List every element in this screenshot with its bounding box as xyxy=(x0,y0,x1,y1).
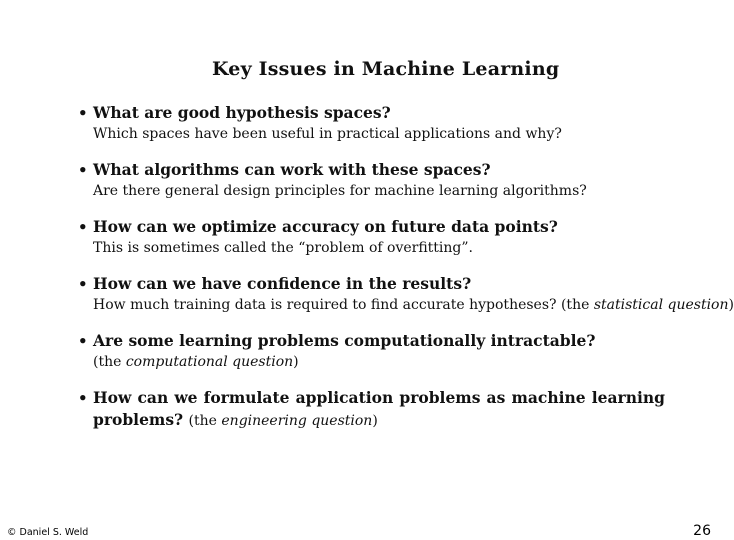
issue-question: Are some learning problems computationally intractable? xyxy=(93,331,596,350)
issue-question: What algorithms can work with these spaces? xyxy=(93,160,491,179)
slide-title-text: Key Issues in Machine Learning xyxy=(212,58,560,80)
detail-emphasis: engineering question xyxy=(221,413,373,429)
copyright-credit: © Daniel S. Weld xyxy=(7,527,89,538)
issue-question-wrapped xyxy=(93,387,665,432)
issue-item xyxy=(75,159,665,202)
issue-detail: Which spaces have been useful in practical applications and why? xyxy=(93,126,562,142)
issue-item xyxy=(75,273,734,316)
issue-detail: This is sometimes called the “problem of overfitting”. xyxy=(93,240,473,256)
bullet-icon: • xyxy=(78,218,88,236)
issue-item xyxy=(75,330,665,373)
issue-list xyxy=(75,102,734,446)
detail-prefix: How much training data is required to find accurate hypotheses? (the xyxy=(93,297,594,313)
issue-question: How can we formulate application problems as machine learning problems? xyxy=(93,388,665,429)
bullet-icon: • xyxy=(78,104,88,122)
issue-detail xyxy=(189,413,378,429)
detail-emphasis: computational question xyxy=(125,354,294,370)
issue-detail: Are there general design principles for machine learning algorithms? xyxy=(93,183,587,199)
detail-suffix: ) xyxy=(728,297,734,313)
detail-emphasis: statistical question xyxy=(593,297,729,313)
issue-question: How can we have confidence in the results? xyxy=(93,274,472,293)
bullet-icon: • xyxy=(78,332,88,350)
issue-item xyxy=(75,387,665,432)
issue-question: What are good hypothesis spaces? xyxy=(93,103,391,122)
detail-suffix: ) xyxy=(293,354,299,370)
issue-detail xyxy=(93,352,665,373)
page-number: 26 xyxy=(693,523,711,539)
bullet-icon: • xyxy=(78,389,88,407)
issue-question: How can we optimize accuracy on future data points? xyxy=(93,217,558,236)
detail-prefix: (the xyxy=(93,354,126,370)
bullet-icon: • xyxy=(78,161,88,179)
detail-prefix: (the xyxy=(188,413,222,429)
detail-suffix: ) xyxy=(372,413,378,429)
issue-item xyxy=(75,216,665,259)
issue-detail xyxy=(93,295,734,316)
bullet-icon: • xyxy=(78,275,88,293)
issue-item xyxy=(75,102,665,145)
